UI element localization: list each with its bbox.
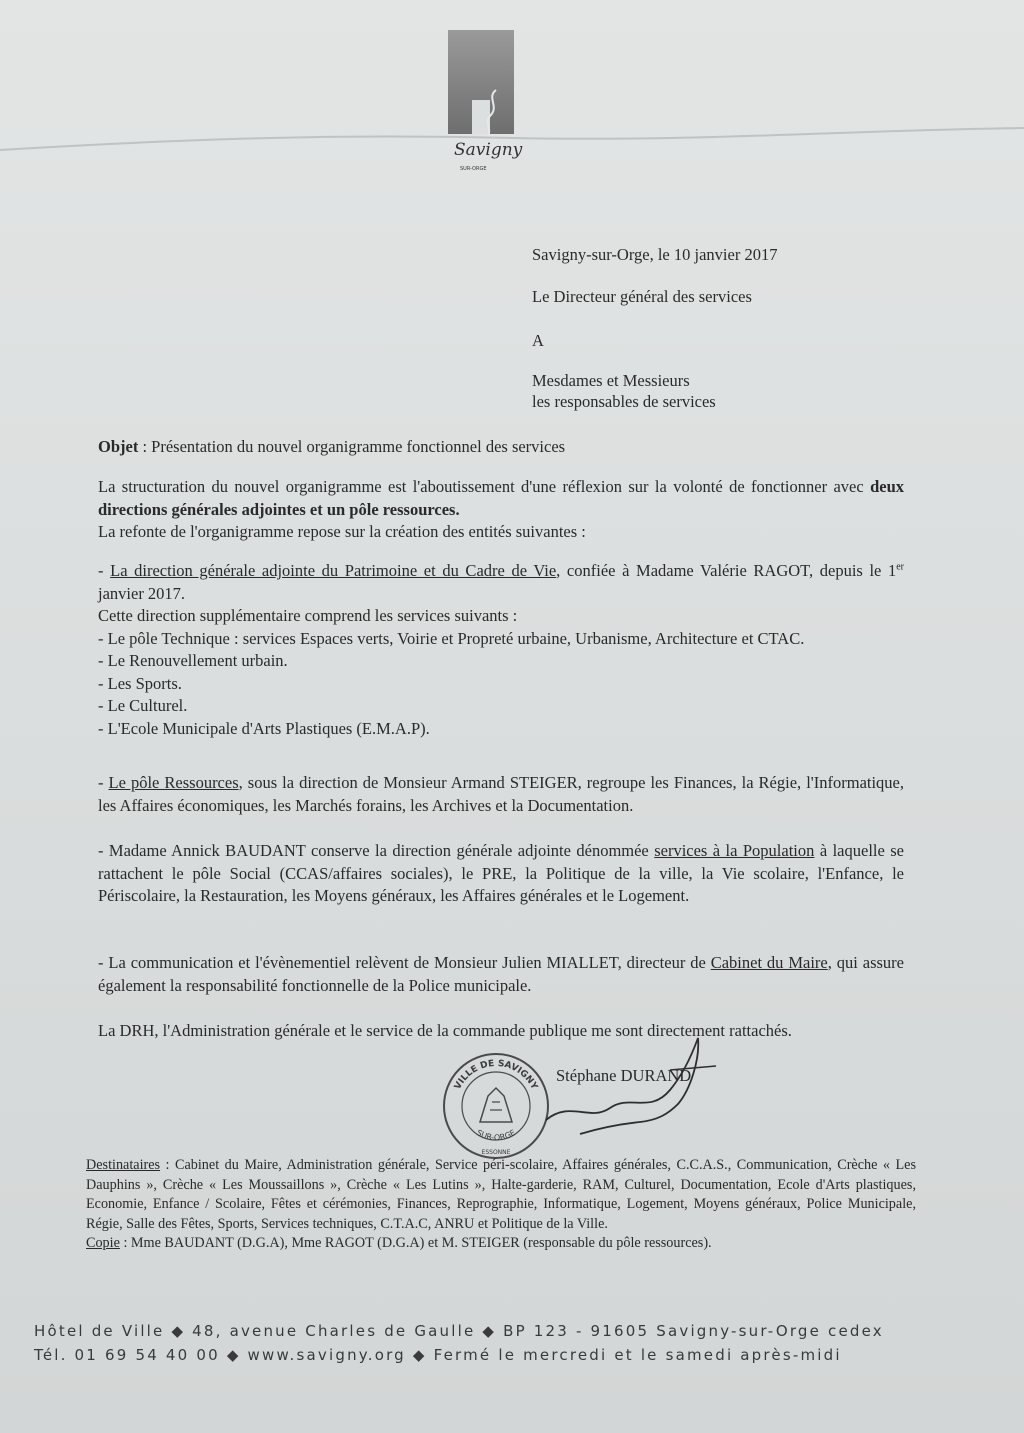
section-population xyxy=(98,840,904,908)
copy-label: Copie xyxy=(86,1235,120,1251)
object-text: : Présentation du nouvel organigramme fonctionnel des services xyxy=(138,437,566,456)
distribution-label: Destinataires xyxy=(86,1157,161,1173)
section2-title: Le pôle Ressources xyxy=(108,773,239,792)
section4-text-a: - La communication et l'évènementiel relèvent de Monsieur Julien MIALLET, directeur de xyxy=(98,953,711,972)
section1-sup: er xyxy=(896,561,904,573)
recipient-line1: Mesdames et Messieurs xyxy=(532,371,690,390)
signatory-name: Stéphane DURAND xyxy=(556,1066,692,1085)
section1-item: - Le pôle Technique : services Espaces verts, Voirie et Propreté urbaine, Urbanisme, Architecture et CTAC. xyxy=(98,628,805,648)
distribution-text: : Cabinet du Maire, Administration générale, Service péri-scolaire, Affaires générales, C.C.A.S., Communication, Crèche « Les Dauphins », Crèche « Les Moussaillons », Crèche « Les Lutins », Halte-garderie, RAM, Culturel, Documentation, Ecole d'Arts plastiques, Economie, Enfance / Scolaire, Fêtes et cérémonies, Finances, Reprographie, Informatique, Logement, Moyens généraux, Police Municipale, Régie, Salle des Fêtes, Sports, Services techniques, C.T.A.C, ANRU et Politique de la Ville. xyxy=(86,1157,916,1232)
section4-text-b: , qui assure également la responsabilité fonctionnelle de la Police municipale. xyxy=(98,953,904,995)
to-label: A xyxy=(532,331,544,350)
section1-comprises: Cette direction supplémentaire comprend les services suivants : xyxy=(98,606,518,625)
intro-bold: deux directions générales adjointes et un pôle ressources. xyxy=(98,477,904,519)
section3-text-a: - Madame Annick BAUDANT conserve la direction générale adjointe dénommée xyxy=(98,841,655,860)
stamp-top-text: VILLE DE SAVIGNY xyxy=(453,1058,539,1092)
stamp-base-text: ESSONNE xyxy=(481,1149,511,1156)
logo-name: Savigny xyxy=(454,140,523,160)
handwritten-signature xyxy=(540,1030,720,1140)
section1-item: - Le Culturel. xyxy=(98,696,188,715)
section3-text-b: à laquelle se rattachent le pôle Social (CCAS/affaires sociales), le PRE, la Politique de la ville, la Vie scolaire, l'Enfance, le Périscolaire, la Restauration, les Moyens généraux, les Affaires générales et le Logement. xyxy=(98,841,904,905)
sender: Le Directeur général des services xyxy=(532,287,752,306)
section-patrimoine xyxy=(98,560,904,740)
place-date: Savigny-sur-Orge, le 10 janvier 2017 xyxy=(532,245,778,264)
section2-text: , sous la direction de Monsieur Armand STEIGER, regroupe les Finances, la Régie, l'Informatique, les Affaires économiques, les Marchés forains, les Archives et la Documentation. xyxy=(98,773,905,815)
object-label: Objet xyxy=(98,437,139,456)
recipient-line2: les responsables de services xyxy=(532,392,716,411)
section1-text-a: , confiée à Madame Valérie RAGOT, depuis le 1 xyxy=(556,561,897,580)
section1-item: - L'Ecole Municipale d'Arts Plastiques (E.M.A.P). xyxy=(98,718,430,738)
section4-title: Cabinet du Maire xyxy=(710,953,828,972)
distribution-list xyxy=(86,1156,916,1254)
section1-text-b: janvier 2017. xyxy=(98,583,186,603)
section-cabinet xyxy=(98,952,904,997)
section1-title: La direction générale adjointe du Patrimoine et du Cadre de Vie xyxy=(110,561,557,580)
intro-text-2: La refonte de l'organigramme repose sur la création des entités suivantes : xyxy=(98,522,586,541)
closing-paragraph: La DRH, l'Administration générale et le service de la commande publique me sont directement rattachés. xyxy=(98,1021,792,1040)
section-ressources xyxy=(98,772,904,817)
intro-text: La structuration du nouvel organigramme est l'aboutissement d'une réflexion sur la volonté de fonctionner avec xyxy=(98,477,871,496)
stamp-bottom-text: SUR-ORGE xyxy=(474,1128,518,1143)
copy-text: : Mme BAUDANT (D.G.A), Mme RAGOT (D.G.A) et M. STEIGER (responsable du pôle ressources). xyxy=(119,1235,712,1251)
object-line xyxy=(98,436,904,459)
section2-dash: - xyxy=(98,773,109,792)
intro-paragraph xyxy=(98,476,904,544)
section1-item: - Les Sports. xyxy=(98,673,182,693)
section1-item: - Le Renouvellement urbain. xyxy=(98,651,288,670)
footer-contact: Tél. 01 69 54 40 00 ◆ www.savigny.org ◆ Fermé le mercredi et le samedi après-midi xyxy=(34,1346,842,1364)
footer-address: Hôtel de Ville ◆ 48, avenue Charles de Gaulle ◆ BP 123 - 91605 Savigny-sur-Orge cedex xyxy=(34,1322,884,1340)
section1-dash: - xyxy=(98,561,111,580)
header-wave-line xyxy=(0,120,1024,170)
section3-title: services à la Population xyxy=(654,841,815,860)
svg-text:SUR-ORGE xyxy=(475,1128,517,1142)
official-stamp xyxy=(440,1050,552,1162)
logo-subtitle: SUR-ORGE xyxy=(460,166,487,172)
